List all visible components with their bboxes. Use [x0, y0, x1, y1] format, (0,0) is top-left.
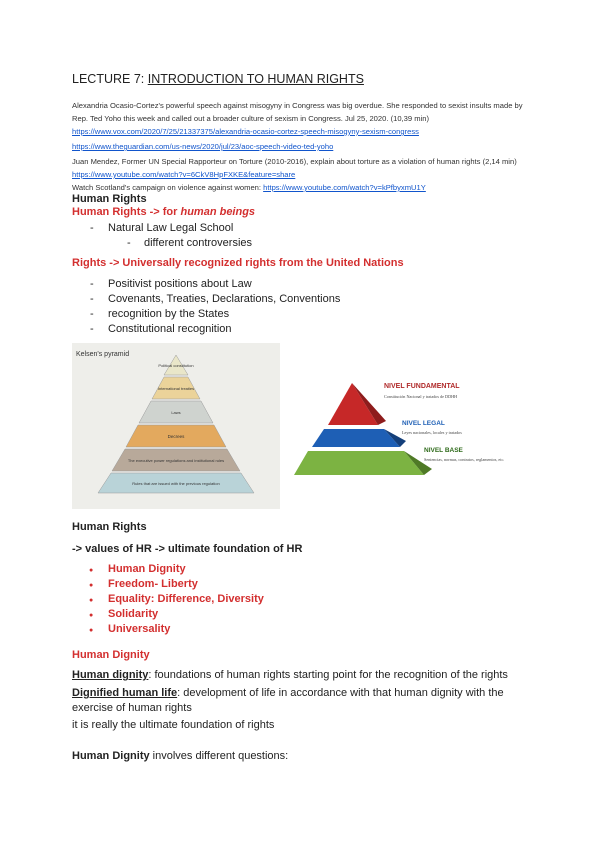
list-item: - recognition by the States [72, 307, 532, 322]
intro-paragraph-3: Watch Scotland's campaign on violence against women: https://www.youtube.com/watch?v=kPfbyxmU1Y [72, 183, 426, 192]
hr-section-2 [72, 521, 532, 637]
level-label: Political constitution [158, 363, 194, 368]
level-label: International treaties [157, 386, 195, 391]
dignity-definition: Human dignity: foundations of human rights starting point for the recognition of the rights [72, 669, 508, 681]
level-label: Rules that are issued with the previous regulation [132, 481, 220, 486]
rights-section [72, 257, 532, 337]
level-label: The executive power regulations and institutional rules [127, 458, 225, 463]
values-list [72, 562, 532, 637]
red-heading: Human Rights -> for human beings [72, 206, 256, 218]
nivel-fundamental-sub: Constitución Nacional y tratados de DDHH [384, 394, 458, 399]
dignity-heading: Human Dignity [72, 649, 150, 661]
kelsen-pyramid-image [72, 343, 280, 509]
nivel-legal-sub: Leyes nacionales, locales y tratados [402, 430, 462, 435]
lecture-title: LECTURE 7: INTRODUCTION TO HUMAN RIGHTS [72, 72, 364, 86]
nivel-pyramid-image [290, 375, 528, 490]
ultimate-foundation-line: it is really the ultimate foundation of rights [72, 719, 275, 731]
title-underlined: INTRODUCTION TO HUMAN RIGHTS [147, 72, 364, 86]
base-layer [294, 451, 424, 475]
list-item: - Covenants, Treaties, Declarations, Conventions [72, 292, 532, 307]
guardian-link[interactable]: https://www.theguardian.com/us-news/2020/jul/23/aoc-speech-video-ted-yoho [72, 142, 334, 151]
list-item: ● Universality [72, 622, 532, 637]
list-item: ● Solidarity [72, 607, 532, 622]
values-line: -> values of HR -> ultimate foundation of HR [72, 543, 303, 555]
nivel-base-label: NIVEL BASE [424, 447, 463, 454]
list-item: ● Equality: Difference, Diversity [72, 592, 532, 607]
list-item: ● Human Dignity [72, 562, 532, 577]
kelsen-title: Kelsen's pyramid [76, 351, 130, 358]
intro-paragraph-2: Juan Mendez, Former UN Special Rapporteur on Torture (2010-2016), explain about torture as a violation of human rights (2,14 min) [72, 157, 517, 166]
list-item: - Natural Law Legal School [72, 221, 532, 236]
natural-law-list [72, 221, 532, 251]
dignified-life-definition: Dignified human life: development of life in accordance with that human dignity with the exercise of human rights [72, 687, 504, 714]
section-heading: Human Rights [72, 521, 147, 533]
youtube-link-scotland[interactable]: https://www.youtube.com/watch?v=kPfbyxmU1Y [263, 183, 426, 192]
youtube-link-mendez[interactable]: https://www.youtube.com/watch?v=6CkV8HpFXKE&feature=share [72, 170, 296, 179]
list-item: ● Freedom- Liberty [72, 577, 532, 592]
level-label: Decrees [167, 434, 185, 439]
nivel-fundamental-label: NIVEL FUNDAMENTAL [384, 383, 460, 390]
questions-line: Human Dignity involves different questions: [72, 750, 289, 762]
nivel-legal-label: NIVEL LEGAL [402, 420, 445, 427]
intro-paragraph-1: Alexandria Ocasio-Cortez's powerful speech against misogyny in Congress was big overdue. She responded to sexist insults made by Rep. Ted Yoho this week and called out a broader culture of sexism in Congress. Jul 25, 2020. (10,39 min) [72, 101, 523, 123]
list-item: - Constitutional recognition [72, 322, 532, 337]
section-heading: Human Rights [72, 193, 147, 205]
dignity-section [72, 648, 532, 764]
list-item: - Positivist positions about Law [72, 277, 532, 292]
nivel-base-sub: Sentencias, normas, contratos, reglamentos, etc. [424, 457, 505, 462]
rights-heading: Rights -> Universally recognized rights from the United Nations [72, 257, 404, 269]
rights-list [72, 277, 532, 337]
vox-link[interactable]: https://www.vox.com/2020/7/25/21337375/alexandria-ocasio-cortez-speech-misogyny-sexism-congress [72, 127, 419, 136]
hr-section-1 [72, 193, 532, 251]
list-subitem: - different controversies [72, 236, 532, 251]
level-label: Laws [171, 410, 181, 415]
intro-block [72, 99, 532, 194]
